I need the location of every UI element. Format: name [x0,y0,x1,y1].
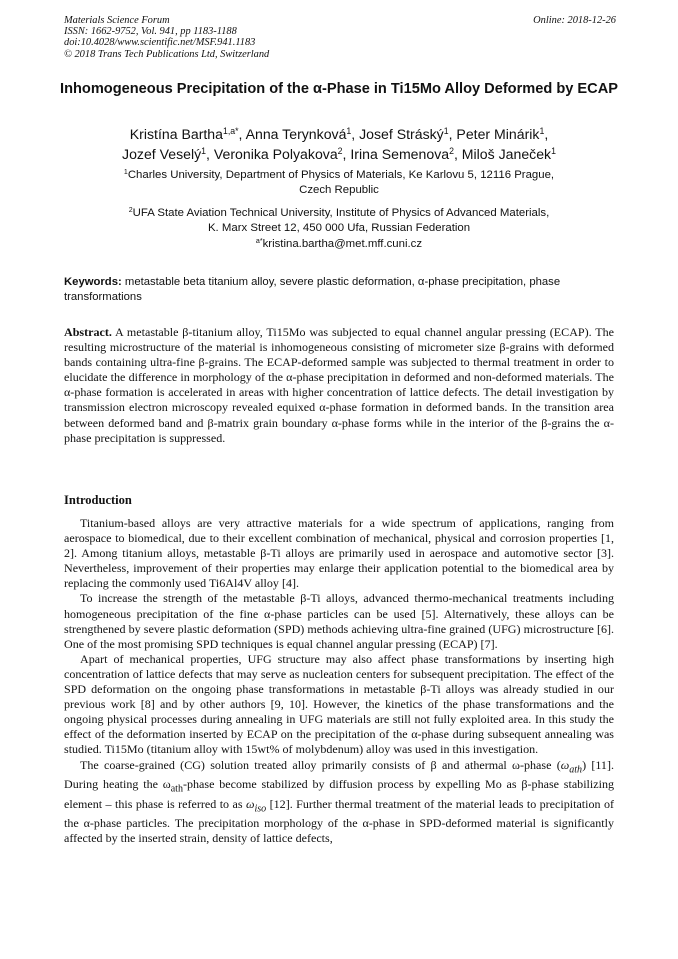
affiliation-line: Czech Republic [299,184,379,196]
author-sup: 1 [201,146,207,157]
author-name: Veronika Polyakova [213,146,338,162]
author-separator: , [238,126,246,142]
author-sup: 1 [346,126,352,137]
author-name: Kristína Bartha [129,126,223,142]
author-separator: , [544,126,549,142]
corresponding-email [60,237,618,252]
text-run: ) [11]. During heating the ω [64,757,614,791]
paper-title: Inhomogeneous Precipitation of the α-Phase in Ti15Mo Alloy Deformed by ECAP [60,81,618,97]
author-sup: 1 [551,146,556,157]
author-sup: 1 [539,126,545,137]
affiliation-line: UFA State Aviation Technical University, Institute of Physics of Advanced Materials, [132,207,550,219]
text-run: -phase become stabilized by diffusion process by expelling Mo as β-phase stabilizing element – this phase is referred to as [64,777,614,811]
author-name: Josef Stráský [359,126,444,142]
affiliation-line: K. Marx Street 12, 450 000 Ufa, Russian Federation [207,222,471,234]
introduction-body [64,516,614,846]
journal-copyright: © 2018 Trans Tech Publications Ltd, Switzerland [64,48,270,60]
abstract [64,325,614,446]
author-name: Jozef Veselý [122,146,202,162]
affiliation-sup: 2 [128,207,133,215]
affiliation-2 [60,206,618,236]
author-name: Irina Semenova [350,146,450,162]
paragraph: Titanium-based alloys are very attractive materials for a wide spectrum of applications, ranging from aerospace to biomedical, due to their excellent combination of mechanical, physical and corrosion properties [1, 2]. Among titanium alloys, metastable β-Ti alloys are primarily used in aerospace and automotive sector [3]. Nevertheless, improvement of their properties may enlarge their application potential to the biomedical area by replacing the commonly used Ti6Al4V alloy [4]. [64,516,614,591]
paragraph: Apart of mechanical properties, UFG structure may also affect phase transformations by inserting high concentration of lattice defects that may serve as nucleation centers for subsequent precipitation. The effect of the SPD deformation on the ongoing phase transformations in metastable β-Ti alloys was already studied in our previous work [8] and by other authors [9, 10]. However, the kinetics of the phase transformations and the ongoing physical processes during annealing in UFG materials are still not fully exploited area. In this study the effect of the deformation inserted by ECAP on the precipitation of the α-phase during subsequent annealing was studied. Ti15Mo (titanium alloy with 15wt% of molybdenum) alloy was used in this investigation. [64,651,614,757]
email-link[interactable]: kristina.bartha@met.mff.cuni.cz [262,238,423,250]
author-sup: 2 [449,146,454,157]
author-separator: , [351,126,360,142]
omega-symbol: ω [560,757,570,772]
author-name: Anna Terynková [245,126,347,142]
text-run: The coarse-grained (CG) solution treated alloy primarily consists of β and athermal ω-phase ( [80,757,561,772]
subscript: ath [170,783,183,795]
text-run: [12]. Further thermal treatment of the material leads to precipitation of the α-phase particles. The precipitation morphology of the α-phase in SPD-deformed material is significantly affected by the inserted strain, density of lattice defects, [64,796,614,846]
author-separator: , [448,126,457,142]
author-name: Peter Minárik [456,126,540,142]
email-sup: a* [255,238,263,246]
keywords-text: metastable beta titanium alloy, severe plastic deformation, α-phase precipitation, phase transformations [64,276,561,303]
abstract-text: A metastable β-titanium alloy, Ti15Mo was subjected to equal channel angular pressing (ECAP). The resulting microstructure of the material is inhomogeneous consisting of micrometer size β-grains with deformed bands containing ultra-fine β-grains. The ECAP-deformed sample was subjected to thermal treatment in order to elucidate the difference in morphology of the α-phase precipitation in deformed and non-deformed materials. The α-phase formation is accelerated in areas with higher concentration of lattice defects. The detail investigation by transmission electron microscopy revealed equixed α-phase formation in deformed bands. In the transition area between deformed band and β-matrix grain boundary α-phase forms while in the interior of the β-grains the α-phase precipitation is suppressed. [64,325,614,445]
subscript: ath [569,763,583,775]
journal-name: Materials Science Forum [64,15,170,26]
author-sup: 2 [337,146,343,157]
journal-header [64,15,269,60]
abstract-label: Abstract. [64,325,112,339]
journal-doi[interactable]: doi:10.4028/www.scientific.net/MSF.941.1183 [64,37,256,49]
author-sup: 1,a* [223,126,239,137]
author-list [60,124,618,164]
omega-symbol: ω [245,796,255,811]
online-date: Online: 2018-12-26 [533,15,616,26]
author-line-1 [60,124,618,144]
keywords-label: Keywords: [64,276,122,288]
paragraph [64,758,614,847]
author-name: Miloš Janeček [461,146,552,162]
subscript: iso [254,802,267,814]
author-sup: 1 [443,126,449,137]
author-separator: , [206,146,214,162]
affiliation-line: Charles University, Department of Physics of Materials, Ke Karlovu 5, 12116 Prague, [127,169,555,181]
author-line-2 [60,144,618,164]
affiliation-1 [60,168,618,198]
journal-issn: ISSN: 1662-9752, Vol. 941, pp 1183-1188 [64,26,237,38]
author-separator: , [453,146,462,162]
section-heading-introduction: Introduction [64,493,132,507]
paragraph: To increase the strength of the metastable β-Ti alloys, advanced thermo-mechanical treatments including homogeneous precipitation of the fine α-phase particles can be used [5]. Alternatively, these alloys can be strengthened by severe plastic deformation (SPD) methods achieving ultra-fine grained (UFG) microstructure [6]. One of the most promising SPD techniques is equal channel angular pressing (ECAP) [7]. [64,591,614,651]
author-separator: , [342,146,351,162]
keywords [64,275,614,304]
affiliation-sup: 1 [123,169,128,177]
